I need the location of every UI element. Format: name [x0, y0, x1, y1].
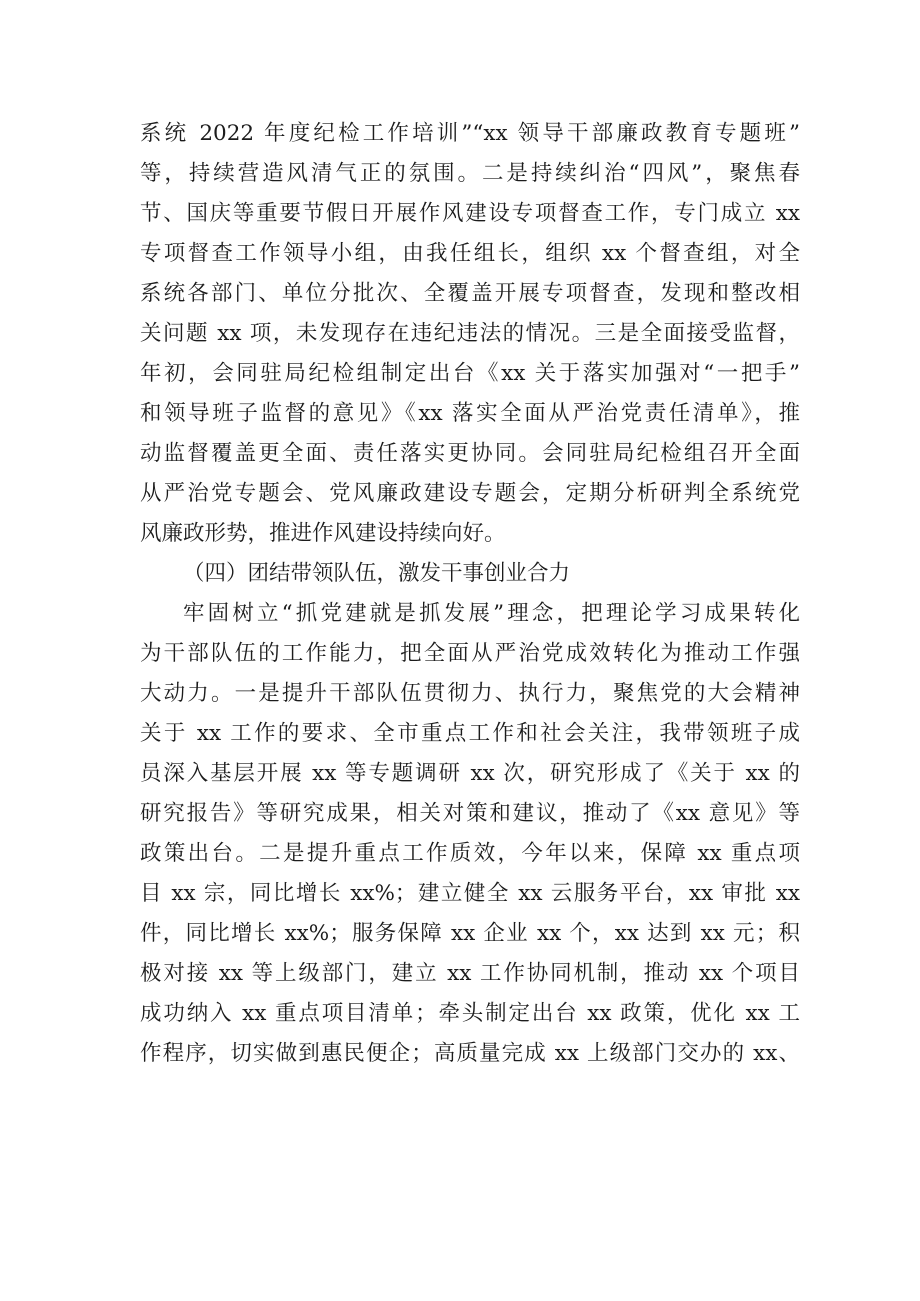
paragraph-line: 和领导班子监督的意见》《xx 落实全面从严治党责任清单》，推	[140, 401, 800, 426]
paragraph-line: 关问题 xx 项，未发现存在违纪违法的情况。三是全面接受监督，	[140, 321, 800, 346]
paragraph-line: 系统各部门、单位分批次、全覆盖开展专项督查，发现和整改相	[140, 281, 800, 306]
paragraph-line: 目 xx 宗，同比增长 xx%；建立健全 xx 云服务平台，xx 审批 xx	[140, 881, 800, 906]
paragraph-line: 节、国庆等重要节假日开展作风建设专项督查工作，专门成立 xx	[140, 201, 800, 226]
paragraph-line: 员深入基层开展 xx 等专题调研 xx 次，研究形成了《关于 xx 的	[140, 761, 800, 786]
paragraph-line: 从严治党专题会、党风廉政建设专题会，定期分析研判全系统党	[140, 481, 800, 506]
paragraph-line: 牢固树立“抓党建就是抓发展”理念，把理论学习成果转化	[183, 601, 800, 626]
paragraph-line: 为干部队伍的工作能力，把全面从严治党成效转化为推动工作强	[140, 641, 800, 666]
paragraph-line: 关于 xx 工作的要求、全市重点工作和社会关注，我带领班子成	[140, 721, 800, 746]
paragraph-line: 极对接 xx 等上级部门，建立 xx 工作协同机制，推动 xx 个项目	[140, 961, 800, 986]
paragraph-line: 政策出台。二是提升重点工作质效，今年以来，保障 xx 重点项	[140, 841, 800, 866]
paragraph-line: 专项督查工作领导小组，由我任组长，组织 xx 个督查组，对全	[140, 241, 800, 266]
paragraph-line: 年初，会同驻局纪检组制定出台《xx 关于落实加强对“一把手”	[140, 361, 800, 386]
paragraph-line: 大动力。一是提升干部队伍贯彻力、执行力，聚焦党的大会精神	[140, 681, 800, 706]
paragraph-line: 系统 2022 年度纪检工作培训”“xx 领导干部廉政教育专题班”	[140, 121, 800, 146]
paragraph-line: 动监督覆盖更全面、责任落实更协同。会同驻局纪检组召开全面	[140, 441, 800, 466]
paragraph-line: 等，持续营造风清气正的氛围。二是持续纠治“四风”，聚焦春	[140, 161, 800, 186]
section-heading: （四）团结带领队伍，激发干事创业合力	[183, 561, 571, 586]
paragraph-line: 成功纳入 xx 重点项目清单；牵头制定出台 xx 政策，优化 xx 工	[140, 1001, 800, 1026]
paragraph-line: 风廉政形势，推进作风建设持续向好。	[140, 521, 506, 546]
paragraph-line: 作程序，切实做到惠民便企；高质量完成 xx 上级部门交办的 xx、	[140, 1041, 800, 1066]
paragraph-line: 件，同比增长 xx%；服务保障 xx 企业 xx 个，xx 达到 xx 元；积	[140, 921, 800, 946]
paragraph-line: 研究报告》等研究成果，相关对策和建议，推动了《xx 意见》等	[140, 801, 800, 826]
